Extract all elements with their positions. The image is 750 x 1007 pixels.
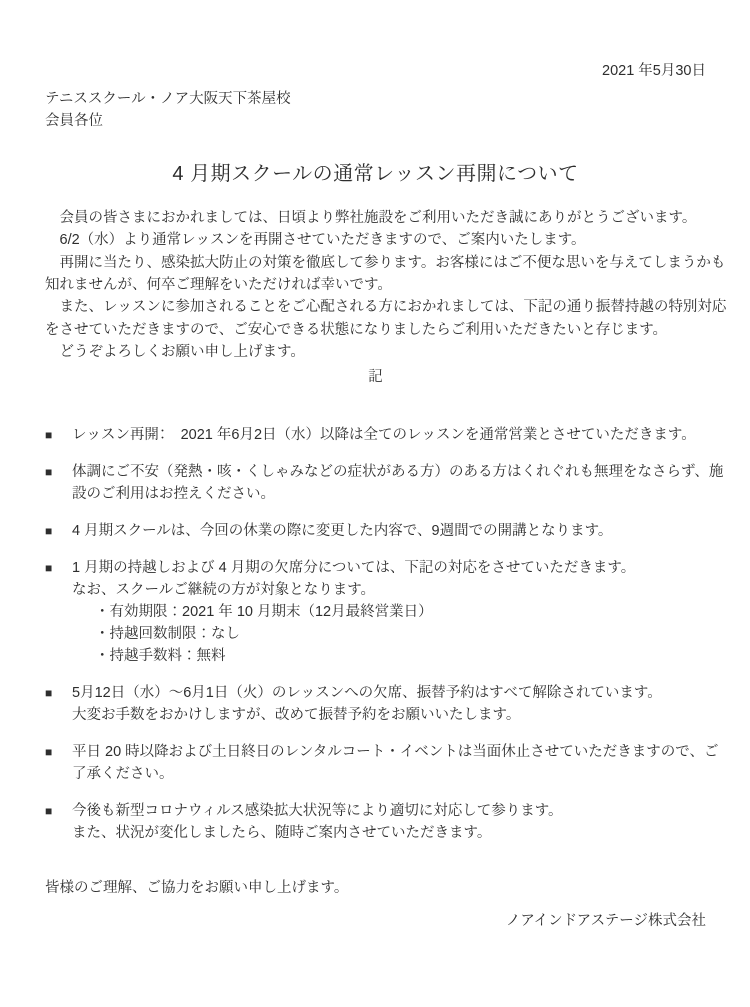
notice-sub-item: ・持越手数料：無料 [95, 647, 226, 664]
bullet-square-icon: ■ [45, 560, 53, 575]
notice-sub-item: ・持越回数制限：なし [95, 625, 240, 642]
bullet-square-icon: ■ [45, 685, 53, 700]
intro-line: また、レッスンに参加されることをご心配される方におかれましては、下記の通り振替持越の特別対応 [45, 299, 727, 316]
notice-item-line: 1 月期の持越しおよび 4 月期の欠席分については、下記の対応をさせていただきます。 [72, 559, 636, 576]
notice-item-line: レッスン再開： 2021 年6月2日（水）以降は全てのレッスンを通常営業とさせていただきます。 [72, 426, 696, 443]
intro-line: 会員の皆さまにおかれましては、日頃より弊社施設をご利用いただき誠にありがとうございます。 [45, 209, 697, 226]
notice-sub-item: ・有効期限：2021 年 10 月期末（12月最終営業日） [95, 603, 433, 620]
notice-item [45, 800, 706, 844]
notice-item-line: 平日 20 時以降および土日終日のレンタルコート・イベントは当面休止させていただきますので、ご [72, 743, 719, 760]
notice-item-line: 今後も新型コロナウィルス感染拡大状況等により適切に対応して参ります。 [72, 802, 563, 819]
notice-item-line: また、状況が変化しましたら、随時ご案内させていただきます。 [72, 824, 492, 841]
notice-item-line: 設のご利用はお控えください。 [72, 485, 275, 502]
intro-line: 再開に当たり、感染拡大防止の対策を徹底して参ります。お客様にはご不便な思いを与えてしまうかも [45, 254, 726, 271]
document-title: 4 月期スクールの通常レッスン再開について [172, 162, 579, 185]
notice-item-line: 了承ください。 [72, 765, 174, 782]
notice-item [45, 741, 719, 785]
document-date: 2021 年5月30日 [602, 63, 706, 79]
notice-item-line: 体調にご不安（発熱・咳・くしゃみなどの症状がある方）のある方はくれぐれも無理をなさらず、施 [72, 463, 724, 480]
notice-item-text [72, 424, 706, 446]
bullet-square-icon: ■ [45, 744, 53, 759]
notice-item-text [72, 800, 706, 844]
notice-item-line: なお、スクールご継続の方が対象となります。 [72, 581, 376, 598]
notice-item-text [72, 741, 719, 785]
notice-item [45, 424, 706, 446]
intro-line: どうぞよろしくお願い申し上げます。 [45, 344, 305, 361]
notice-list [45, 424, 724, 844]
notice-item-text [72, 461, 724, 505]
company-signature: ノアインドアステージ株式会社 [505, 912, 706, 929]
notice-item-line: 大変お手数をおかけしますが、改めて振替予約をお願いいたします。 [72, 706, 521, 723]
notice-item [45, 461, 724, 505]
notice-item-text [72, 557, 706, 667]
intro-line: 知れませんが、何卒ご理解をいただければ幸いです。 [45, 277, 392, 294]
notice-item-text [72, 682, 706, 726]
record-marker: 記 [368, 368, 383, 385]
notice-item-text [72, 520, 706, 542]
bullet-square-icon: ■ [45, 427, 53, 442]
notice-item [45, 520, 706, 542]
notice-item-line: 5月12日（水）～6月1日（火）のレッスンへの欠席、振替予約はすべて解除されています。 [72, 684, 662, 701]
sender-block [45, 88, 706, 133]
bullet-square-icon: ■ [45, 803, 53, 818]
bullet-square-icon: ■ [45, 464, 53, 479]
intro-block [45, 207, 727, 364]
closing-line: 皆様のご理解、ご協力をお願い申し上げます。 [45, 879, 349, 896]
notice-item [45, 682, 706, 726]
notice-item [45, 557, 706, 667]
notice-item-line: 4 月期スクールは、今回の休業の際に変更した内容で、9週間での開講となります。 [72, 522, 613, 539]
sender-school-name: テニススクール・ノア大阪天下茶屋校 [45, 91, 291, 107]
recipient-line: 会員各位 [45, 113, 103, 130]
bullet-square-icon: ■ [45, 523, 53, 538]
intro-line: 6/2（水）より通常レッスンを再開させていただきますので、ご案内いたします。 [45, 232, 586, 249]
intro-line: をさせていただきますので、ご安心できる状態になりましたらご利用いただきたいと存じます。 [45, 321, 668, 338]
